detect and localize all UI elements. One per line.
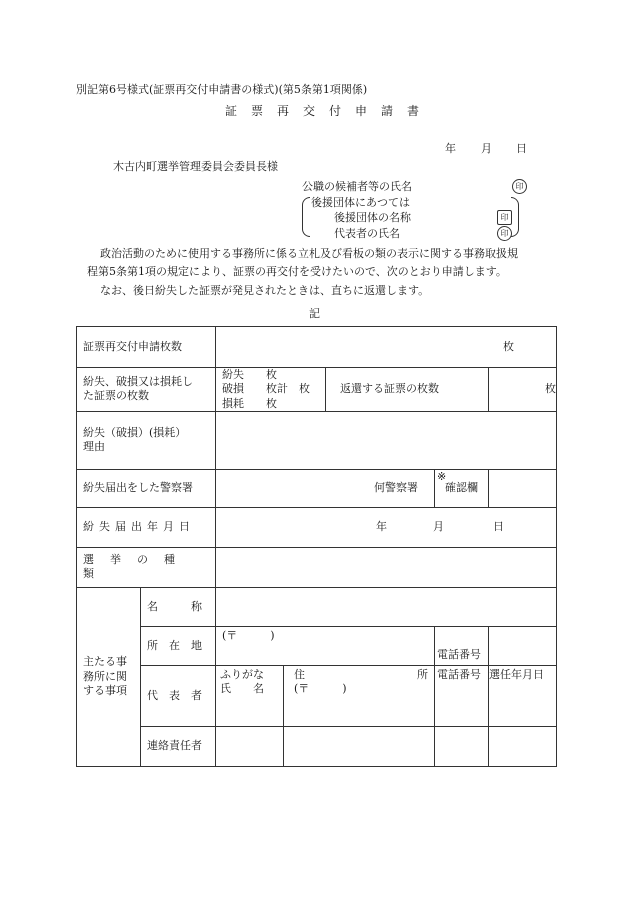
confirm-label-cell xyxy=(435,469,489,507)
representative-name-cell[interactable] xyxy=(216,665,284,726)
report-day: 日 xyxy=(493,519,504,533)
lost-count-row: 紛失 枚 xyxy=(222,368,277,381)
body-text-line3: なお、後日紛失した証票が発見されたときは、直ちに返還します。 xyxy=(100,284,430,297)
representative-phone-cell[interactable] xyxy=(435,665,489,726)
date-year: 年 xyxy=(445,142,456,155)
address-label-right: 所 xyxy=(417,667,428,681)
address-label-row xyxy=(294,668,428,682)
table-row-election-type xyxy=(77,547,557,587)
damaged-count-row: 破損 枚計 枚 xyxy=(222,382,310,396)
postal-mark: (〒 ) xyxy=(222,628,275,642)
office-location-label: 所 在 地 xyxy=(141,626,216,665)
ki-heading: 記 xyxy=(309,307,320,320)
furigana-label: ふりがな xyxy=(220,667,264,681)
table-row-report-date xyxy=(77,507,557,547)
addressee: 木古内町選挙管理委員会委員長様 xyxy=(113,160,278,173)
candidate-name-label: 公職の候補者等の氏名 xyxy=(302,180,412,193)
reason-label xyxy=(77,411,216,469)
worn-count-row: 損耗 枚 xyxy=(222,396,277,410)
office-phone-label: 電話番号 xyxy=(435,626,489,665)
right-bracket xyxy=(511,197,519,237)
office-name-field[interactable] xyxy=(216,587,557,626)
support-group-note: 後援団体にあつては xyxy=(311,196,410,209)
office-name-label: 名 称 xyxy=(141,587,216,626)
contact-extra-field[interactable] xyxy=(489,726,557,766)
seal-mark-group: 印 xyxy=(497,210,512,225)
office-group-line3: する事項 xyxy=(83,684,127,698)
representative-label: 代 表 者 xyxy=(141,665,216,726)
lost-count-breakdown[interactable] xyxy=(216,368,326,412)
table-row-office-name xyxy=(77,587,557,626)
support-group-name-label: 後援団体の名称 xyxy=(334,211,411,224)
body-text-line2: 程第5条第1項の規定により、証票の再交付を受けたいので、次のとおり申請します。 xyxy=(87,265,507,278)
appointment-date-cell[interactable] xyxy=(489,665,557,726)
report-date-field[interactable] xyxy=(216,507,557,547)
table-row-contact xyxy=(77,726,557,766)
police-station-suffix: 何警察署 xyxy=(374,481,418,495)
contact-person-label: 連絡責任者 xyxy=(141,726,216,766)
office-phone-field[interactable] xyxy=(489,626,557,665)
sheet-unit: 枚 xyxy=(503,339,514,353)
left-bracket xyxy=(302,197,310,237)
confirm-field[interactable] xyxy=(489,469,557,507)
return-count-field[interactable] xyxy=(489,368,557,412)
seal-mark-candidate: 印 xyxy=(512,179,527,194)
date-day: 日 xyxy=(516,142,527,155)
application-form-table xyxy=(76,326,557,767)
shimei-label: 氏 名 xyxy=(220,682,264,696)
confirm-label: 確認欄 xyxy=(445,481,478,495)
table-row-police xyxy=(77,469,557,507)
office-group-line1: 主たる事 xyxy=(83,655,127,669)
lost-count-label-line1: 紛失、破損又は損耗し xyxy=(83,375,193,389)
office-location-field[interactable] xyxy=(216,626,435,665)
report-month: 月 xyxy=(433,519,444,533)
reason-field[interactable] xyxy=(216,411,557,469)
postal-mark: (〒 ) xyxy=(294,682,347,696)
contact-name-field[interactable] xyxy=(216,726,284,766)
representative-name-label: 代表者の氏名 xyxy=(334,227,400,240)
table-row-representative xyxy=(77,665,557,726)
body-text-line1: 政治活動のために使用する事務所に係る立札及び看板の類の表示に関する事務取扱規 xyxy=(100,247,518,260)
address-label-left: 住 xyxy=(294,667,305,681)
representative-address-cell[interactable] xyxy=(284,665,435,726)
office-group-label xyxy=(77,587,141,766)
police-station-field[interactable] xyxy=(216,469,435,507)
reissue-count-label: 証票再交付申請枚数 xyxy=(77,327,216,368)
reason-label-line2: 理由 xyxy=(83,440,105,454)
return-count-label: 返還する証票の枚数 xyxy=(326,368,489,412)
form-reference: 別記第6号様式(証票再交付申請書の様式)(第5条第1項関係) xyxy=(76,83,368,96)
confirm-mark: ※ xyxy=(437,469,447,483)
sheet-unit: 枚 xyxy=(545,382,556,396)
office-group-line2: 務所に関 xyxy=(83,669,127,683)
table-row-reissue-count xyxy=(77,327,557,368)
police-station-label: 紛失届出をした警察署 xyxy=(77,469,216,507)
reissue-count-field[interactable] xyxy=(216,327,557,368)
table-row-reason xyxy=(77,411,557,469)
representative-phone-label: 電話番号 xyxy=(437,667,481,681)
contact-address-field[interactable] xyxy=(284,726,435,766)
lost-count-label-line2: た証票の枚数 xyxy=(83,389,149,403)
seal-mark-representative: 印 xyxy=(497,226,512,241)
document-title: 証 票 再 交 付 申 請 書 xyxy=(225,104,421,118)
report-date-label: 紛失届出年月日 xyxy=(77,507,216,547)
lost-count-label xyxy=(77,368,216,412)
election-type-field[interactable] xyxy=(216,547,557,587)
table-row-lost-count xyxy=(77,368,557,412)
table-row-office-location xyxy=(77,626,557,665)
appointment-date-label: 選任年月日 xyxy=(489,667,544,681)
contact-phone-field[interactable] xyxy=(435,726,489,766)
election-type-label: 選挙の種類 xyxy=(77,547,216,587)
reason-label-line1: 紛失（破損）(損耗） xyxy=(83,426,187,440)
date-month: 月 xyxy=(481,142,492,155)
report-year: 年 xyxy=(376,519,387,533)
